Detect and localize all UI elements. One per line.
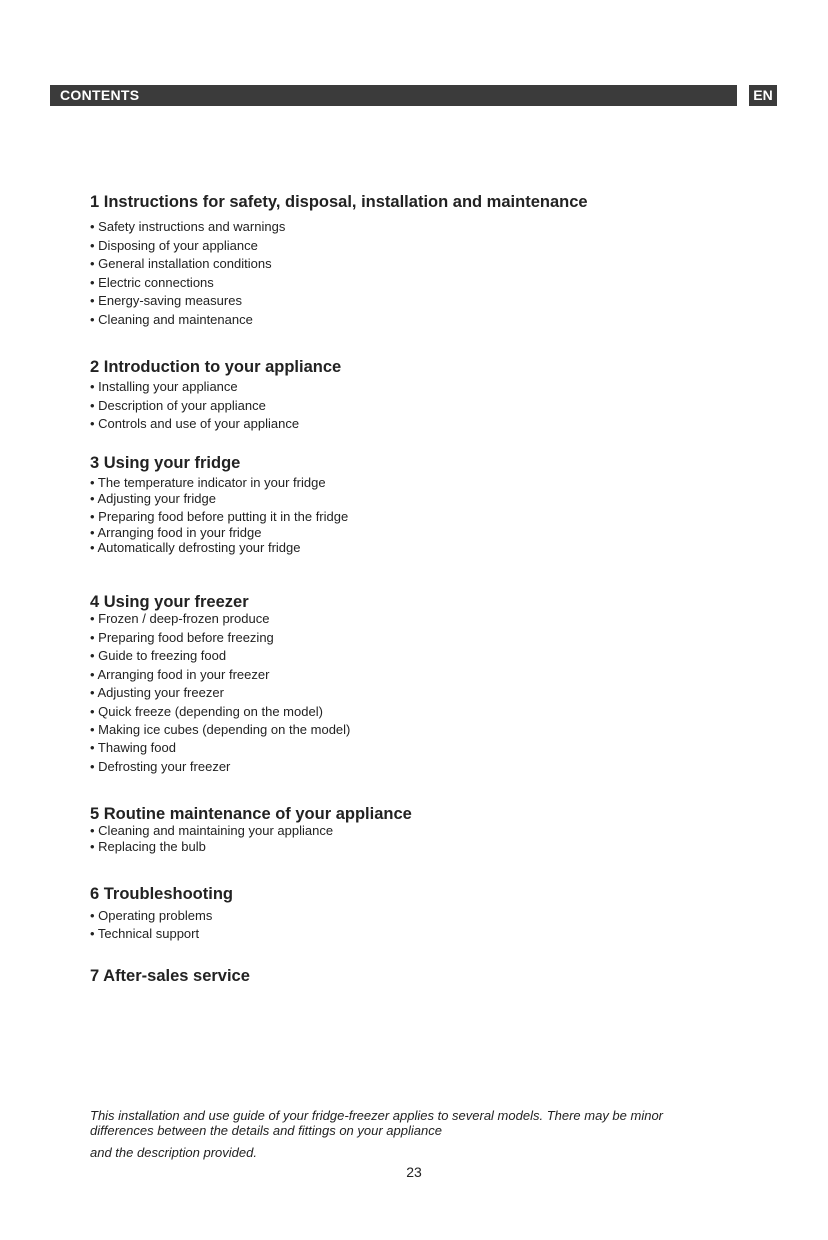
section-title: 2 Introduction to your appliance (90, 358, 342, 376)
list-item: • Replacing the bulb (90, 839, 206, 854)
section-title: 3 Using your fridge (90, 454, 241, 472)
list-item: • Controls and use of your appliance (90, 416, 300, 431)
list-item: • Defrosting your freezer (90, 759, 231, 774)
list-item: • Automatically defrosting your fridge (90, 540, 301, 555)
list-item: • Description of your appliance (90, 398, 266, 413)
list-item: • Electric connections (90, 275, 214, 290)
list-item: • Disposing of your appliance (90, 238, 258, 253)
footer-note-line: This installation and use guide of your fridge-freezer applies to several models. There may be minor (90, 1108, 664, 1123)
list-item: • Thawing food (90, 740, 176, 755)
list-item: • General installation conditions (90, 256, 272, 271)
list-item: • Safety instructions and warnings (90, 219, 286, 234)
list-item: • Operating problems (90, 908, 213, 923)
section-title: 6 Troubleshooting (90, 885, 233, 903)
section-title: 5 Routine maintenance of your appliance (90, 805, 412, 823)
contents-header-bar: CONTENTS (50, 85, 737, 106)
list-item: • Cleaning and maintaining your appliance (90, 823, 334, 838)
list-item: • Arranging food in your freezer (90, 667, 270, 682)
section-title: 7 After-sales service (90, 967, 250, 985)
list-item: • Frozen / deep-frozen produce (90, 611, 270, 626)
section-title: 1 Instructions for safety, disposal, installation and maintenance (90, 193, 588, 211)
list-item: • Guide to freezing food (90, 648, 227, 663)
list-item: • The temperature indicator in your fridge (90, 475, 326, 490)
language-badge: EN (749, 85, 777, 106)
list-item: • Making ice cubes (depending on the model) (90, 722, 351, 737)
list-item: • Preparing food before freezing (90, 630, 274, 645)
list-item: • Adjusting your freezer (90, 685, 224, 700)
list-item: • Technical support (90, 926, 200, 941)
footer-note-line: differences between the details and fittings on your appliance (90, 1123, 442, 1138)
list-item: • Cleaning and maintenance (90, 312, 253, 327)
list-item: • Preparing food before putting it in the fridge (90, 509, 349, 524)
list-item: • Arranging food in your fridge (90, 525, 262, 540)
list-item: • Adjusting your fridge (90, 491, 216, 506)
list-item: • Energy-saving measures (90, 293, 242, 308)
list-item: • Quick freeze (depending on the model) (90, 704, 323, 719)
footer-note-line: and the description provided. (90, 1145, 257, 1160)
page-number: 23 (406, 1164, 422, 1180)
list-item: • Installing your appliance (90, 379, 238, 394)
section-title: 4 Using your freezer (90, 593, 249, 611)
